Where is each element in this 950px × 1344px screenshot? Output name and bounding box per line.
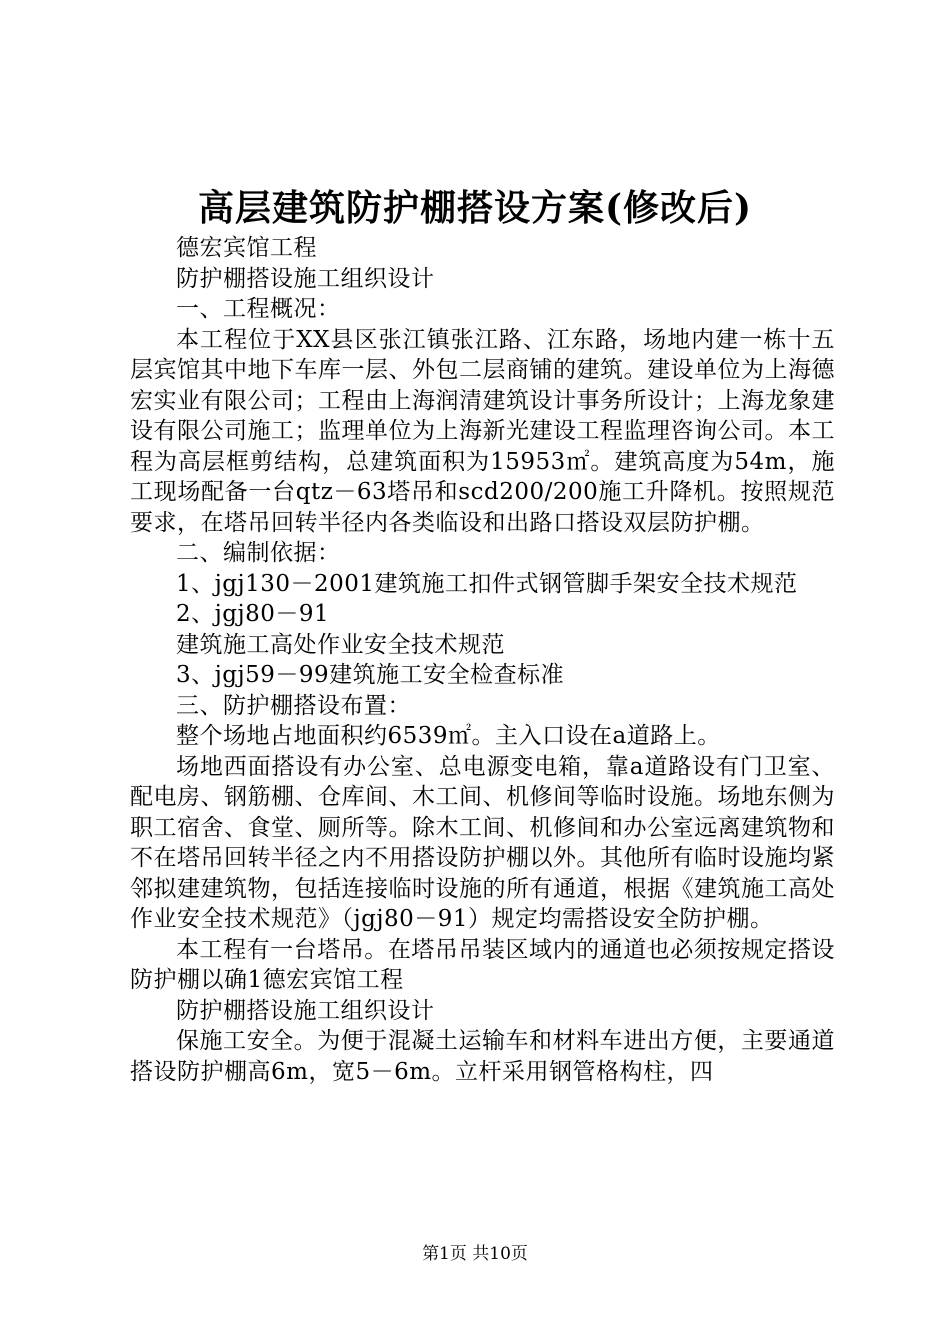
- section-heading: 三、防护棚搭设布置：: [176, 692, 411, 719]
- document-body: [130, 233, 835, 1087]
- page-footer: 第1页 共10页: [422, 1244, 528, 1264]
- section-heading: 二、编制依据：: [176, 540, 341, 566]
- document-title: 高层建筑防护棚搭设方案(修改后): [197, 187, 753, 229]
- paragraph: 德宏宾馆工程: [176, 235, 317, 261]
- paragraph: 防护棚搭设施工组织设计: [176, 997, 435, 1024]
- paragraph: 本工程位于XX县区张江镇张江路、江东路，场地内建一栋十五层宾馆其中地下车库一层、外包二层商铺的建筑。建设单位为上海德宏实业有限公司；工程由上海润清建筑设计事务所设计；上海龙象建设有限公司施工；监理单位为上海新光建设工程监理咨询公司。本工程为高层框剪结构，总建筑面积为15953㎡。建筑高度为54m，施工现场配备一台qtz－63塔吊和scd200/200施工升降机。按照规范要求，在塔吊回转半径内各类临设和出路口搭设双层防护棚。: [130, 326, 835, 536]
- paragraph: 1、jgj130－2001建筑施工扣件式钢管脚手架安全技术规范: [176, 570, 798, 597]
- section-heading: 一、工程概况：: [176, 296, 341, 322]
- paragraph: 整个场地占地面积约6539㎡。主入口设在a道路上。: [176, 723, 721, 749]
- paragraph: 3、jgj59－99建筑施工安全检查标准: [176, 662, 565, 688]
- paragraph: 保施工安全。为便于混凝土运输车和材料车进出方便，主要通道搭设防护棚高6m，宽5－6m。立杆采用钢管格构柱，四: [130, 1028, 835, 1085]
- paragraph: 防护棚搭设施工组织设计: [176, 265, 435, 292]
- paragraph: 2、jgj80－91: [176, 601, 330, 627]
- paragraph: 本工程有一台塔吊。在塔吊吊装区域内的通道也必须按规定搭设防护棚以确1德宏宾馆工程: [130, 936, 835, 993]
- paragraph: 建筑施工高处作业安全技术规范: [176, 631, 505, 658]
- paragraph: 场地西面搭设有办公室、总电源变电箱，靠a道路设有门卫室、配电房、钢筋棚、仓库间、木工间、机修间等临时设施。场地东侧为职工宿舍、食堂、厕所等。除木工间、机修间和办公室远离建筑物和不在塔吊回转半径之内不用搭设防护棚以外。其他所有临时设施均紧邻拟建建筑物，包括连接临时设施的所有通道，根据《建筑施工高处作业安全技术规范》（jgj80－91）规定均需搭设安全防护棚。: [130, 753, 835, 932]
